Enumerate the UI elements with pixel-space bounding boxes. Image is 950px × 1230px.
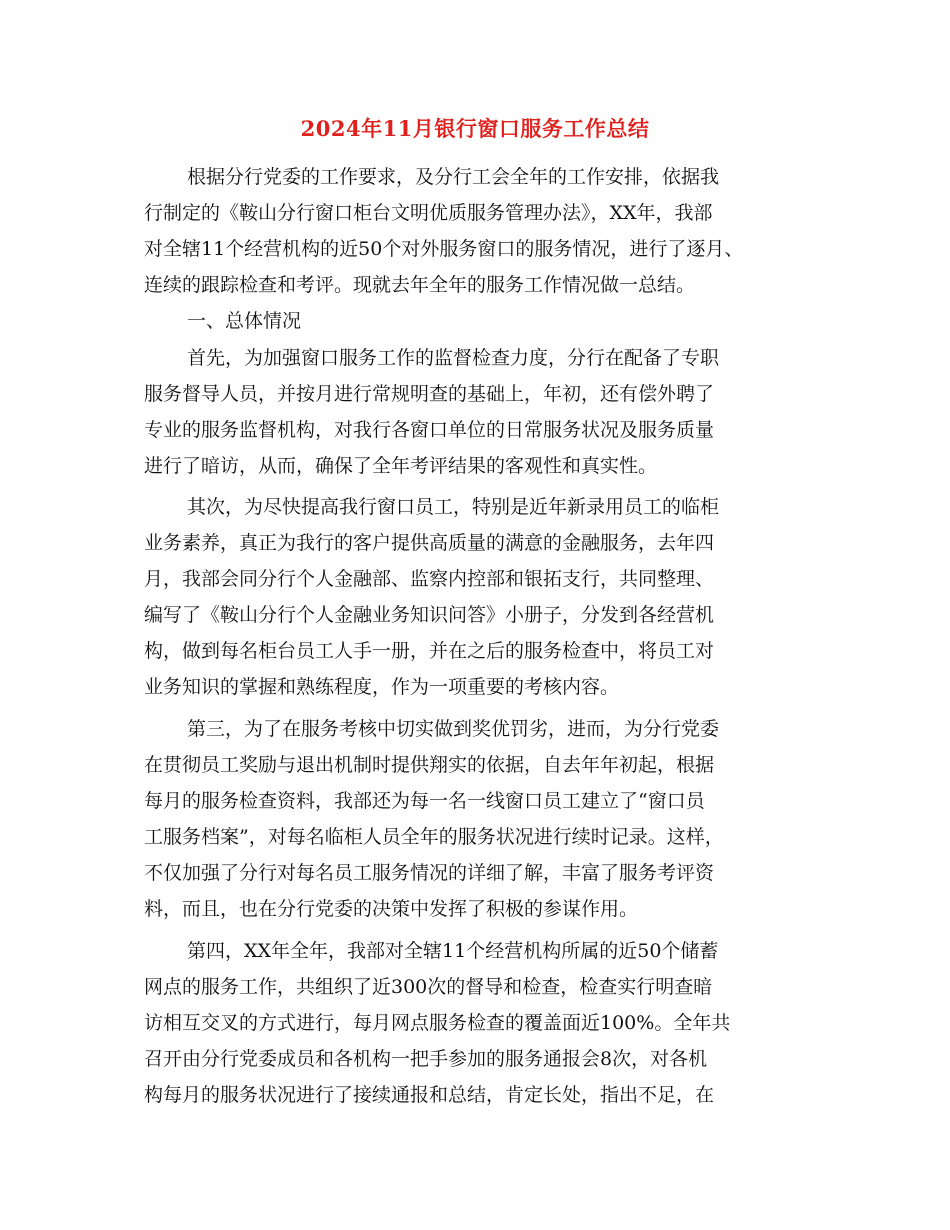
paragraph-line: 访相互交叉的方式进行，每月网点服务检查的覆盖面近100%。全年共 bbox=[144, 1012, 731, 1034]
paragraph-line: 业务知识的掌握和熟练程度，作为一项重要的考核内容。 bbox=[144, 676, 620, 698]
paragraph-line: 构，做到每名柜台员工人手一册，并在之后的服务检查中，将员工对 bbox=[144, 640, 715, 662]
document-title: 2024年11月银行窗口服务工作总结 bbox=[300, 116, 650, 141]
paragraph-line: 专业的服务监督机构，对我行各窗口单位的日常服务状况及服务质量 bbox=[144, 419, 715, 441]
paragraph-line: 料，而且，也在分行党委的决策中发挥了积极的参谋作用。 bbox=[144, 898, 639, 920]
paragraph-line: 工服务档案”，对每名临柜人员全年的服务状况进行续时记录。这样， bbox=[144, 826, 724, 848]
paragraph-line: 月，我部会同分行个人金融部、监察内控部和银拓支行，共同整理、 bbox=[144, 568, 715, 590]
paragraph-line: 进行了暗访，从而，确保了全年考评结果的客观性和真实性。 bbox=[144, 455, 658, 477]
paragraph-line: 其次，为尽快提高我行窗口员工，特别是近年新录用员工的临柜 bbox=[187, 496, 720, 518]
paragraph-line: 连续的跟踪检查和考评。现就去年全年的服务工作情况做一总结。 bbox=[144, 274, 696, 296]
paragraph-line: 首先，为加强窗口服务工作的监督检查力度，分行在配备了专职 bbox=[187, 347, 720, 369]
paragraph-line: 对全辖11个经营机构的近50个对外服务窗口的服务情况，进行了逐月、 bbox=[144, 238, 744, 260]
paragraph-line: 在贯彻员工奖励与退出机制时提供翔实的依据，自去年年初起，根据 bbox=[144, 754, 715, 776]
paragraph-line: 业务素养，真正为我行的客户提供高质量的满意的金融服务，去年四 bbox=[144, 532, 715, 554]
paragraph-line: 第四，XX年全年，我部对全辖11个经营机构所属的近50个储蓄 bbox=[187, 940, 719, 962]
paragraph-line: 服务督导人员，并按月进行常规明查的基础上，年初，还有偿外聘了 bbox=[144, 383, 715, 405]
paragraph-line: 第三，为了在服务考核中切实做到奖优罚劣，进而，为分行党委 bbox=[187, 718, 720, 740]
paragraph-line: 编写了《鞍山分行个人金融业务知识问答》小册子，分发到各经营机 bbox=[144, 604, 715, 626]
paragraph-line: 不仅加强了分行对每名员工服务情况的详细了解，丰富了服务考评资 bbox=[144, 862, 715, 884]
paragraph-line: 每月的服务检查资料，我部还为每一名一线窗口员工建立了“窗口员 bbox=[144, 790, 705, 812]
paragraph-line: 构每月的服务状况进行了接续通报和总结，肯定长处，指出不足，在 bbox=[144, 1084, 715, 1106]
paragraph-line: 网点的服务工作，共组织了近300次的督导和检查，检查实行明查暗 bbox=[144, 976, 713, 998]
paragraph-line: 根据分行党委的工作要求，及分行工会全年的工作安排，依据我 bbox=[187, 166, 720, 188]
section-heading: 一、总体情况 bbox=[187, 310, 302, 332]
paragraph-line: 召开由分行党委成员和各机构一把手参加的服务通报会8次，对各机 bbox=[144, 1048, 708, 1070]
paragraph-line: 行制定的《鞍山分行窗口柜台文明优质服务管理办法》，XX年，我部 bbox=[144, 202, 713, 224]
